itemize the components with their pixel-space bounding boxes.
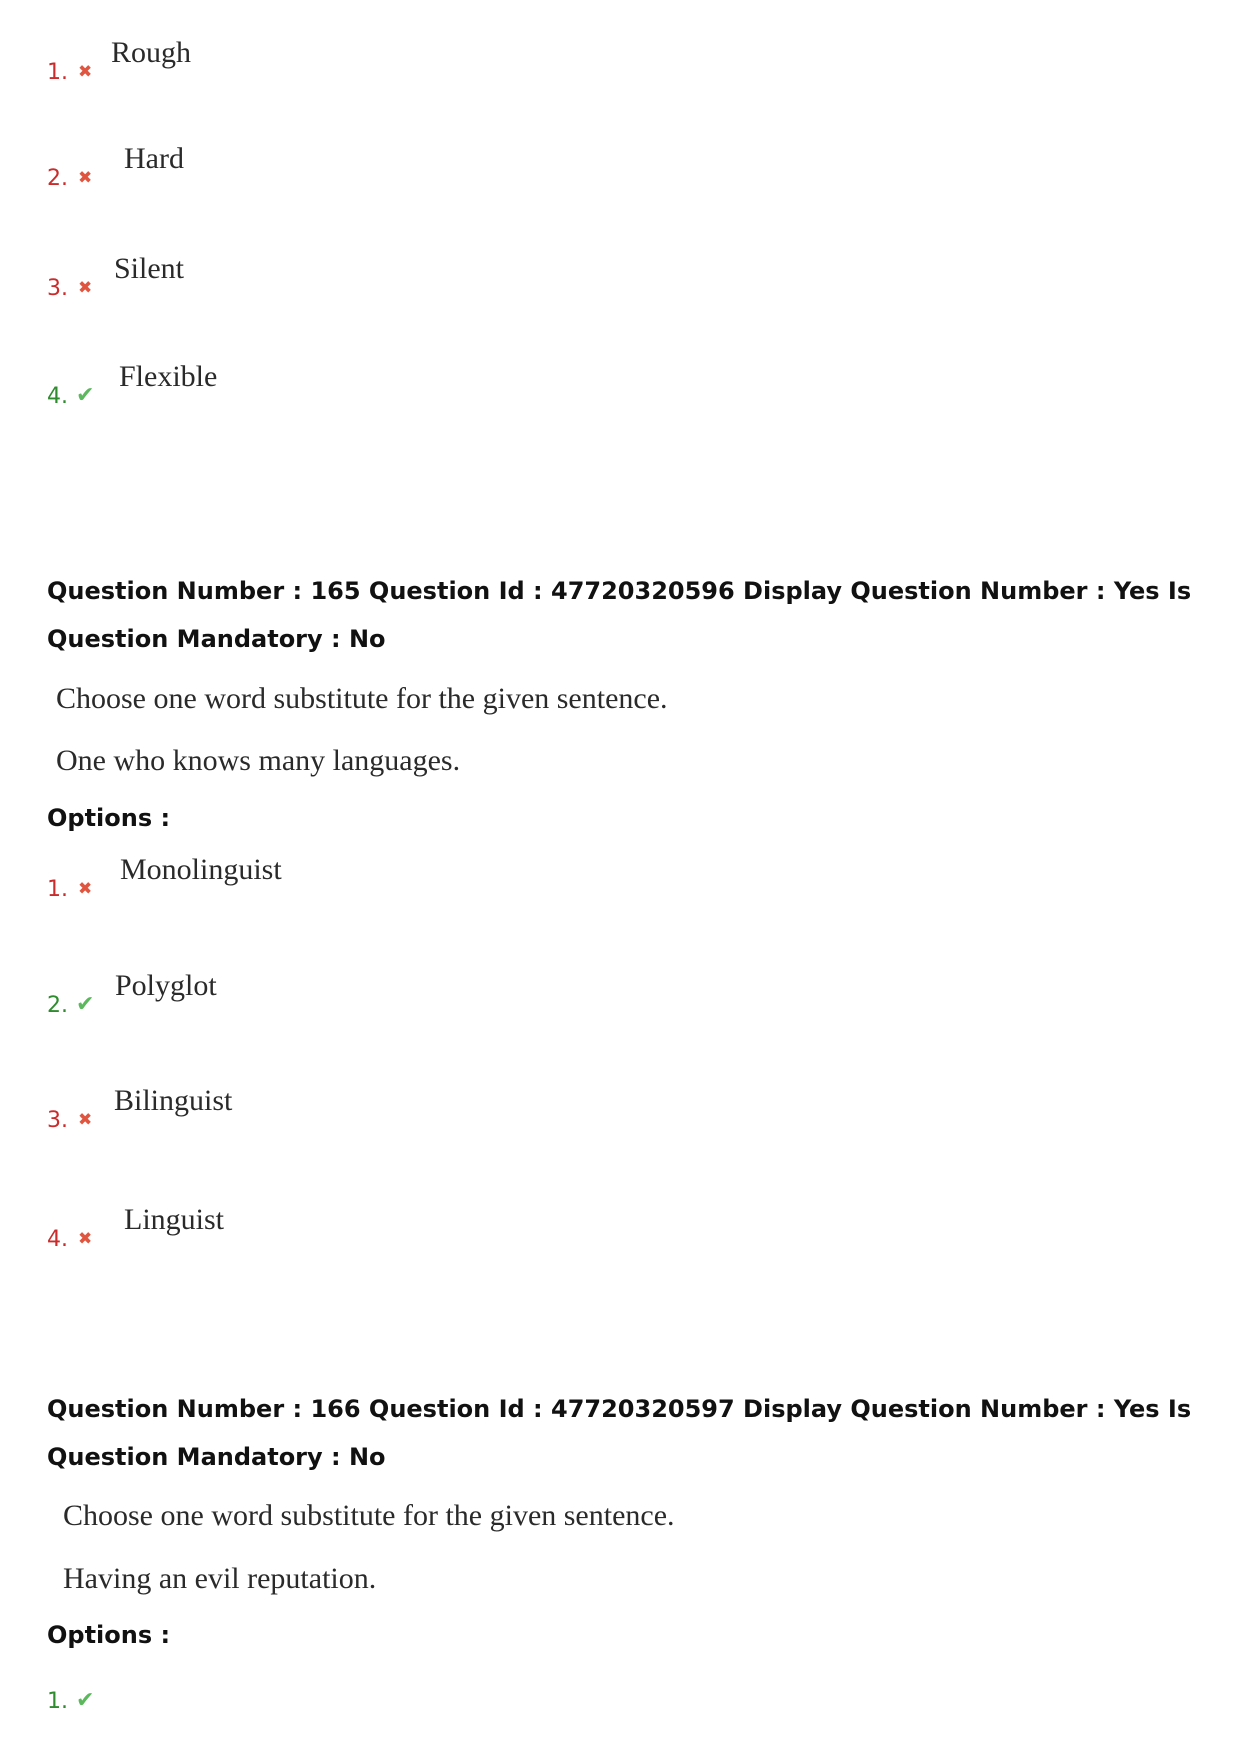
option-number: 4. <box>47 384 68 409</box>
check-icon: ✔ <box>76 1688 95 1713</box>
option-item <box>47 360 647 410</box>
question-sentence: One who knows many languages. <box>56 744 461 777</box>
option-number: 2. <box>47 166 68 191</box>
option-item <box>47 142 647 192</box>
check-icon: ✔ <box>76 383 95 408</box>
option-number: 1. <box>47 1689 68 1714</box>
option-number: 4. <box>47 1227 68 1252</box>
options-label: Options : <box>47 804 171 832</box>
cross-icon: ✖ <box>78 879 93 899</box>
option-text: Silent <box>114 252 185 285</box>
option-text: Hard <box>124 142 184 175</box>
option-number: 2. <box>47 993 68 1018</box>
question-header: Question Number : 165 Question Id : 47720320596 Display Question Number : Yes Is Question Mandatory : No <box>47 577 1192 653</box>
option-text: Bilinguist <box>114 1084 233 1117</box>
option-number: 3. <box>47 1108 68 1133</box>
option-text: Polyglot <box>115 969 217 1002</box>
option-text: Flexible <box>119 360 218 393</box>
option-text: Rough <box>111 36 192 69</box>
check-icon: ✔ <box>76 992 95 1017</box>
cross-icon: ✖ <box>78 62 93 82</box>
cross-icon: ✖ <box>78 1110 93 1130</box>
options-label: Options : <box>47 1621 171 1649</box>
question-instruction: Choose one word substitute for the given sentence. <box>63 1499 675 1532</box>
option-text: Linguist <box>124 1203 225 1236</box>
question-instruction: Choose one word substitute for the given sentence. <box>56 682 668 715</box>
option-number: 1. <box>47 60 68 85</box>
question-header: Question Number : 166 Question Id : 47720320597 Display Question Number : Yes Is Question Mandatory : No <box>47 1395 1192 1471</box>
option-number: 1. <box>47 877 68 902</box>
option-number: 3. <box>47 276 68 301</box>
option-item <box>47 969 647 1019</box>
option-item <box>47 36 647 86</box>
cross-icon: ✖ <box>78 278 93 298</box>
option-item <box>47 1084 647 1134</box>
cross-icon: ✖ <box>78 168 93 188</box>
option-text: Monolinguist <box>120 853 282 886</box>
option-item <box>47 1665 647 1715</box>
option-item <box>47 853 647 903</box>
question-sentence: Having an evil reputation. <box>63 1562 377 1595</box>
cross-icon: ✖ <box>78 1229 93 1249</box>
option-item <box>47 252 647 302</box>
option-item <box>47 1203 647 1253</box>
